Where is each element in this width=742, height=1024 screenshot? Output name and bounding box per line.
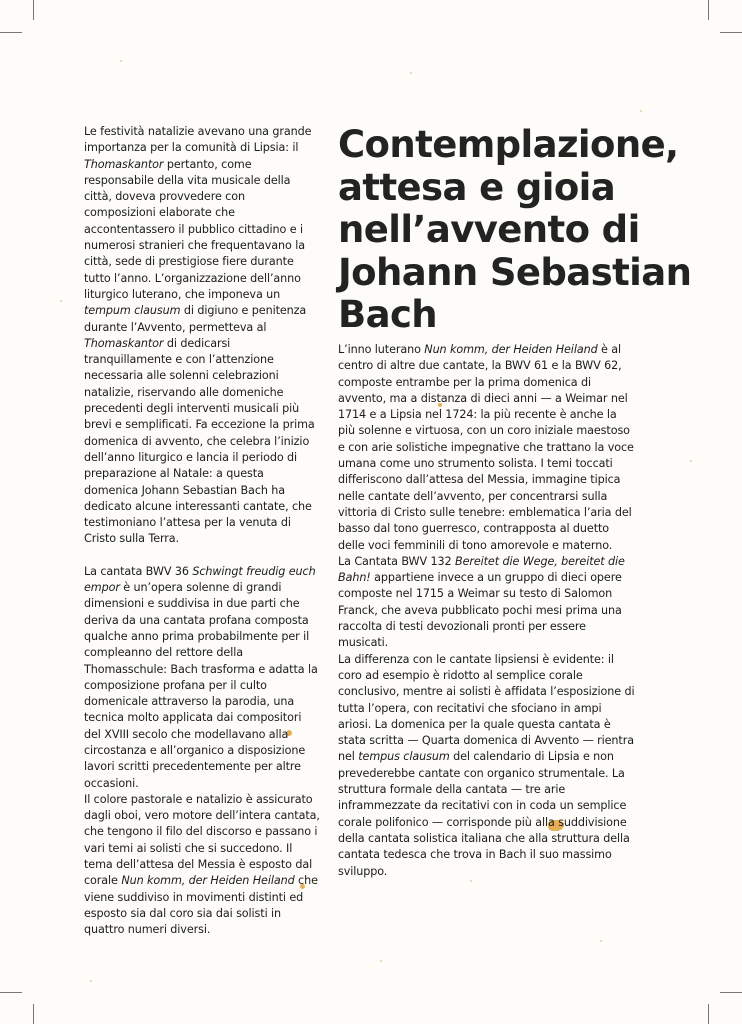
text-run: La cantata BWV 36 [84, 564, 193, 578]
paper-speck [90, 980, 92, 982]
paper-speck [600, 940, 602, 942]
italic-text: Thomaskantor [84, 157, 164, 171]
paper-speck [470, 880, 472, 882]
text-run: è un’opera solenne di grandi dimensioni e suddivisa in due parti che deriva da una cantata profana composta qualche anno prima probabilmente per il compleanno del rettore della Thomasschule: Bach trasforma e adatta la composizione profana per il culto domenicale attraverso la parodia, una tecnica molto applicata dai compositori del XVIII secolo che modellavano alla circostanza e all’organico a disposizione lavori scritti precedentemente per altre occasioni. [84, 581, 318, 790]
text-run: La differenza con le cantate lipsiensi è evidente: il coro ad esempio è ridotto al semplice corale conclusivo, mentre ai solisti è affidata l’esposizione di tutta l’opera, con recitativi che sfociano in ampi ariosi. La domenica per la quale questa cantata è stata scritta — Quarta domenica di Avvento — rientra nel [338, 652, 635, 764]
paper-speck [690, 460, 692, 462]
text-run: di digiuno e penitenza durante l’Avvento, permetteva al [84, 304, 307, 334]
text-run: di dedicarsi tranquillamente e con l’attenzione necessaria alle solenni celebrazioni natalizie, riservando alle domeniche precedenti degli interventi musicali più brevi e semplificati. Fa eccezione la prima domenica di avvento, che celebra l’inizio dell’anno liturgico e lancia il periodo di preparazione al Natale: a questa domenica Johann Sebastian Bach ha dedicato alcune interessanti cantate, che testimoniano l’attesa per la venuta di Cristo sulla Terra. [84, 336, 315, 546]
body-paragraph [84, 124, 320, 548]
text-run: Le festività natalizie avevano una grande importanza per la comunità di Lipsia: il [84, 125, 312, 155]
crop-mark [708, 1004, 709, 1024]
italic-text: Bereitet die Wege, bereitet die Bahn! [338, 554, 625, 585]
body-paragraph [84, 564, 320, 792]
body-paragraph [338, 652, 636, 880]
crop-mark [0, 992, 22, 993]
text-run: appartiene invece a un gruppo di dieci opere composte nel 1715 a Weimar su testo di Salomon Franck, che aveva pubblicato pochi mesi prima una raccolta di testi devozionali pronti per essere musicati. [338, 571, 622, 650]
left-column [84, 124, 320, 939]
body-paragraph [338, 554, 636, 652]
paper-speck [410, 72, 412, 74]
italic-text: tempum clausum [84, 304, 181, 318]
crop-mark [720, 992, 742, 993]
article-title: Contemplazione, attesa e gioia nell’avvento di Johann Sebastian Bach [338, 123, 692, 336]
paper-speck [640, 110, 642, 112]
text-run: L’inno luterano [338, 343, 425, 356]
text-run: La Cantata BWV 132 [338, 554, 455, 568]
crop-mark [33, 1004, 34, 1024]
italic-text: Nun komm, der Heiden Heiland [121, 874, 295, 888]
italic-text: Thomaskantor [84, 336, 164, 350]
body-paragraph [84, 792, 320, 939]
crop-mark [708, 0, 709, 20]
paper-speck [120, 60, 122, 62]
italic-text: Schwingt freudig euch empor [84, 564, 316, 595]
text-run: è al centro di altre due cantate, la BWV 61 e la BWV 62, composte entrambe per la prima domenica di avvento, ma a distanza di dieci anni — a Weimar nel 1714 e a Lipsia nel 1724: la più recente è anche la più solenne e virtuosa, con un coro iniziale maestoso e con arie solistiche impegnative che trattano la voce umana come uno strumento solista. I temi toccati differiscono dall’attesa del Messia, immagine tipica nelle cantate dell’avvento, per concentrarsi sulla vittoria di Cristo sulle tenebre: emblematica l’aria del basso dal tono guerresco, contrapposta al duetto delle voci femminili di tono amorevole e materno. [338, 343, 634, 552]
right-column [338, 342, 636, 880]
paper-speck [60, 300, 62, 302]
italic-text: Nun komm, der Heiden Heiland [424, 343, 598, 356]
paper-speck [380, 960, 382, 962]
crop-mark [33, 0, 34, 20]
text-run: del calendario di Lipsia e non prevederebbe cantate con organico strumentale. La struttura formale della cantata — tre arie inframmezzate da recitativi con in coda un semplice corale polifonico — corrisponde più alla suddivisione della cantata solistica italiana che alla struttura della cantata tedesca che trova in Bach il suo massimo sviluppo. [338, 750, 630, 878]
text-run: pertanto, come responsabile della vita musicale della città, doveva provvedere con composizioni elaborate che accontentassero il pubblico cittadino e i numerosi stranieri che frequentavano la città, sede di prestigiose fiere durante tutto l’anno. L’organizzazione dell’anno liturgico luterano, che imponeva un [84, 157, 305, 301]
crop-mark [720, 32, 742, 33]
body-paragraph [338, 342, 636, 554]
text-run: Il colore pastorale e natalizio è assicurato dagli oboi, vero motore dell’intera cantata, che tengono il filo del discorso e passano i vari temi ai solisti che si succedono. Il tema dell’attesa del Messia è esposto dal corale [84, 792, 320, 888]
crop-mark [0, 32, 22, 33]
text-run: che viene suddiviso in movimenti distinti ed esposto sia dal coro sia dai solisti in quattro numeri diversi. [84, 874, 318, 937]
italic-text: tempus clausum [358, 750, 450, 764]
